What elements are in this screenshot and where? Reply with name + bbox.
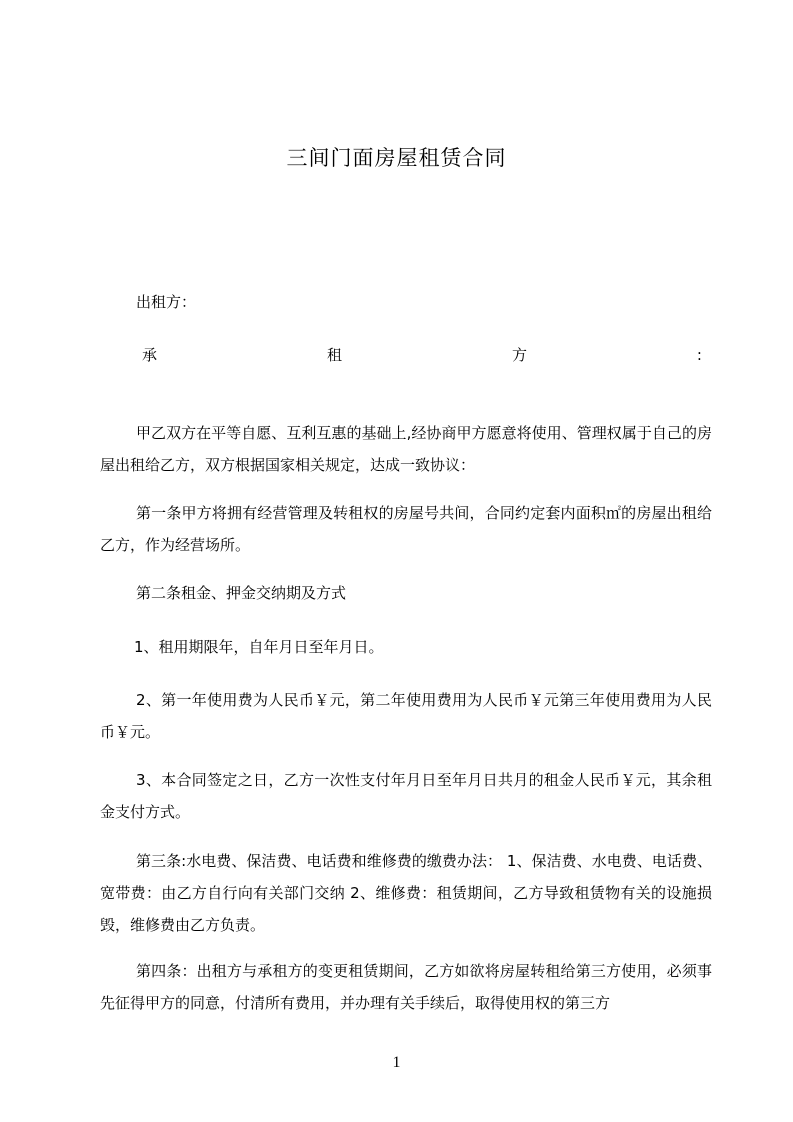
article-2-item-2: 2、第一年使用费为人民币￥元，第二年使用费用为人民币￥元第三年使用费用为人民币￥元。 — [100, 691, 712, 741]
article-2-heading: 第二条租金、押金交纳期及方式 — [136, 584, 347, 602]
lessee-char: 方 — [511, 346, 527, 364]
intro-paragraph: 甲乙双方在平等自愿、互利互惠的基础上,经协商甲方愿意将使用、管理权属于自己的房屋出租给乙方，双方根据国家相关规定，达成一致协议： — [100, 424, 712, 474]
article-1-paragraph: 第一条甲方将拥有经营管理及转租权的房屋号共间，合同约定套内面积㎡的房屋出租给乙方，作为经营场所。 — [100, 504, 712, 554]
article-2-item-1: 1、租用期限年，自年月日至年月日。 — [134, 638, 384, 656]
lessee-char: 租 — [326, 346, 342, 364]
document-title: 三间门面房屋租赁合同 — [286, 146, 507, 170]
page-number: 1 — [392, 1054, 401, 1071]
article-2-item-3: 3、本合同签定之日，乙方一次性支付年月日至年月日共月的租金人民币￥元，其余租金支付方式。 — [100, 771, 712, 821]
lessee-char: : — [696, 346, 702, 364]
lessee-label — [142, 339, 702, 371]
lessor-label: 出租方： — [136, 293, 197, 311]
article-4-paragraph: 第四条：出租方与承租方的变更租赁期间，乙方如欲将房屋转租给第三方使用，必须事先征得甲方的同意，付清所有费用，并办理有关手续后，取得使用权的第三方 — [100, 962, 712, 1012]
lessee-char: 承 — [142, 346, 158, 364]
article-3-paragraph: 第三条:水电费、保洁费、电话费和维修费的缴费办法： 1、保洁费、水电费、电话费、宽带费：由乙方自行向有关部门交纳 2、维修费：租赁期间，乙方导致租赁物有关的设施损毁，维修费由乙方负责。 — [100, 852, 712, 934]
